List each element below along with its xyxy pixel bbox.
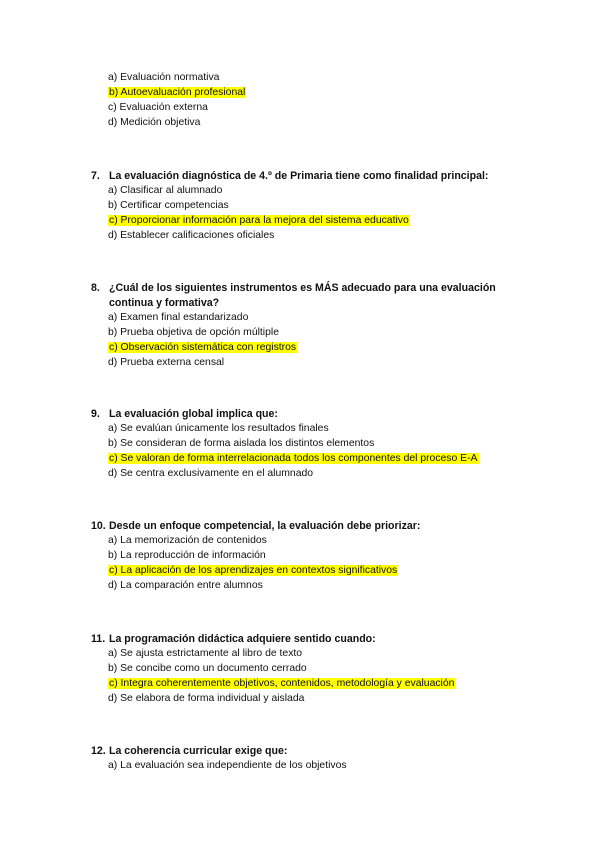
option-d: d) Establecer calificaciones oficiales bbox=[108, 230, 275, 241]
question-number: 10. bbox=[91, 520, 106, 532]
question-number: 8. bbox=[91, 282, 100, 294]
option-a: a) Clasificar al alumnado bbox=[108, 185, 223, 196]
option-a: a) Examen final estandarizado bbox=[108, 312, 249, 323]
question-number: 12. bbox=[91, 745, 106, 757]
option-c-correct: c) La aplicación de los aprendizajes en contextos significativos bbox=[109, 565, 398, 576]
option-a: a) Se ajusta estrictamente al libro de texto bbox=[108, 648, 303, 659]
option-a: a) Se evalúan únicamente los resultados finales bbox=[108, 423, 329, 434]
question-number: 11. bbox=[91, 633, 106, 645]
option-c-correct: c) Integra coherentemente objetivos, contenidos, metodología y evaluación bbox=[109, 678, 455, 689]
option-b: b) Prueba objetiva de opción múltiple bbox=[108, 327, 279, 338]
question-prompt: La evaluación diagnóstica de 4.º de Primaria tiene como finalidad principal: bbox=[109, 170, 489, 182]
option-d: d) Medición objetiva bbox=[108, 117, 201, 128]
question-prompt: ¿Cuál de los siguientes instrumentos es MÁS adecuado para una evaluación continua y formativa? bbox=[109, 282, 496, 309]
option-c-correct: c) Proporcionar información para la mejora del sistema educativo bbox=[109, 215, 409, 226]
option-b: b) Se consideran de forma aislada los distintos elementos bbox=[108, 438, 375, 449]
option-d: d) Se elabora de forma individual y aislada bbox=[108, 693, 305, 704]
option-b: b) Se concibe como un documento cerrado bbox=[108, 663, 307, 674]
option-b-correct: b) Autoevaluación profesional bbox=[109, 87, 246, 98]
option-b: b) Certificar competencias bbox=[108, 200, 229, 211]
option-d: d) La comparación entre alumnos bbox=[108, 580, 263, 591]
option-c: c) Evaluación externa bbox=[108, 102, 208, 113]
option-b: b) La reproducción de información bbox=[108, 550, 266, 561]
question-prompt: La programación didáctica adquiere sentido cuando: bbox=[109, 633, 376, 645]
option-d: d) Se centra exclusivamente en el alumnado bbox=[108, 468, 314, 479]
question-prompt: Desde un enfoque competencial, la evaluación debe priorizar: bbox=[109, 520, 421, 532]
option-a: a) La memorización de contenidos bbox=[108, 535, 267, 546]
option-d: d) Prueba externa censal bbox=[108, 357, 225, 368]
option-c-correct: c) Observación sistemática con registros bbox=[109, 342, 297, 353]
question-number: 7. bbox=[91, 170, 100, 182]
option-a: a) Evaluación normativa bbox=[108, 72, 220, 83]
question-prompt: La coherencia curricular exige que: bbox=[109, 745, 288, 757]
question-number: 9. bbox=[91, 408, 100, 420]
option-c-correct: c) Se valoran de forma interrelacionada todos los componentes del proceso E-A bbox=[109, 453, 478, 464]
question-prompt: La evaluación global implica que: bbox=[109, 408, 278, 420]
option-a: a) La evaluación sea independiente de los objetivos bbox=[108, 760, 347, 771]
